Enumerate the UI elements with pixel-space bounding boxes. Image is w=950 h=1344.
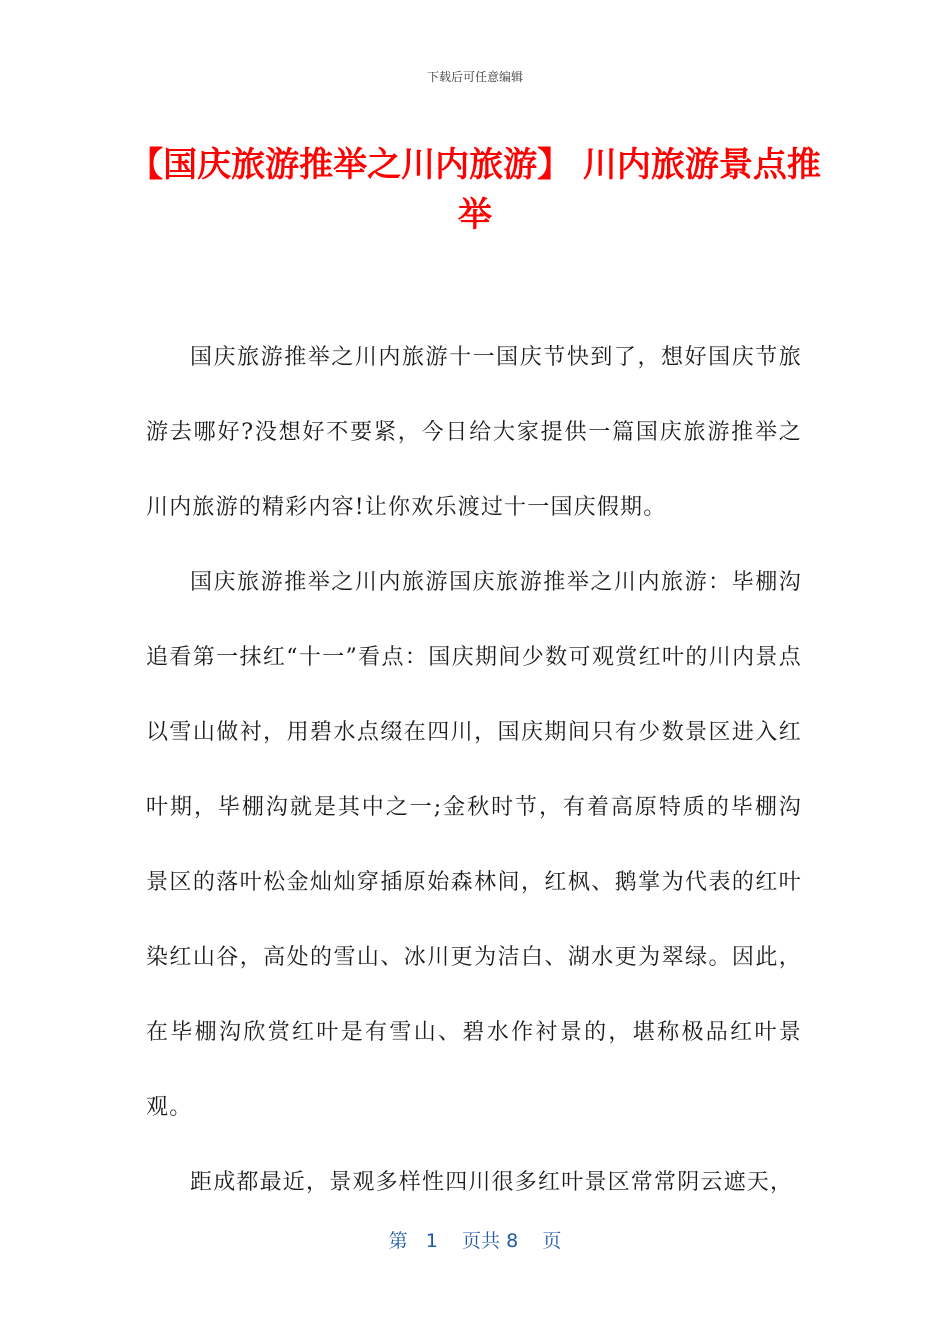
total-pages-number: 8 xyxy=(506,1230,519,1252)
paragraph-2: 国庆旅游推举之川内旅游国庆旅游推举之川内旅游：毕棚沟追看第一抹红“十一”看点：国庆期间少数可观赏红叶的川内景点以雪山做衬，用碧水点缀在四川，国庆期间只有少数景区进入红叶期，毕棚沟就是其中之一;金秋时节，有着高原特质的毕棚沟景区的落叶松金灿灿穿插原始森林间，红枫、鹅掌为代表的红叶染红山谷，高处的雪山、冰川更为洁白、湖水更为翠绿。因此，在毕棚沟欣赏红叶是有雪山、碧水作衬景的，堪称极品红叶景观。 xyxy=(146,570,802,1120)
footer-mid: 页共 xyxy=(462,1230,501,1252)
current-page-number: 1 xyxy=(425,1230,438,1252)
document-body xyxy=(146,320,802,1220)
document-title: 【国庆旅游推举之川内旅游】 川内旅游景点推举 xyxy=(129,145,821,235)
paragraph-1: 国庆旅游推举之川内旅游十一国庆节快到了，想好国庆节旅游去哪好?没想好不要紧，今日给大家提供一篇国庆旅游推举之川内旅游的精彩内容!让你欢乐渡过十一国庆假期。 xyxy=(146,345,802,520)
header-note: 下载后可任意编辑 xyxy=(426,70,523,84)
footer-suffix: 页 xyxy=(542,1230,562,1252)
footer-prefix: 第 xyxy=(388,1230,408,1252)
paragraph-3: 距成都最近，景观多样性四川很多红叶景区常常阴云遮天， xyxy=(190,1170,794,1195)
page-number-footer xyxy=(0,1226,950,1253)
